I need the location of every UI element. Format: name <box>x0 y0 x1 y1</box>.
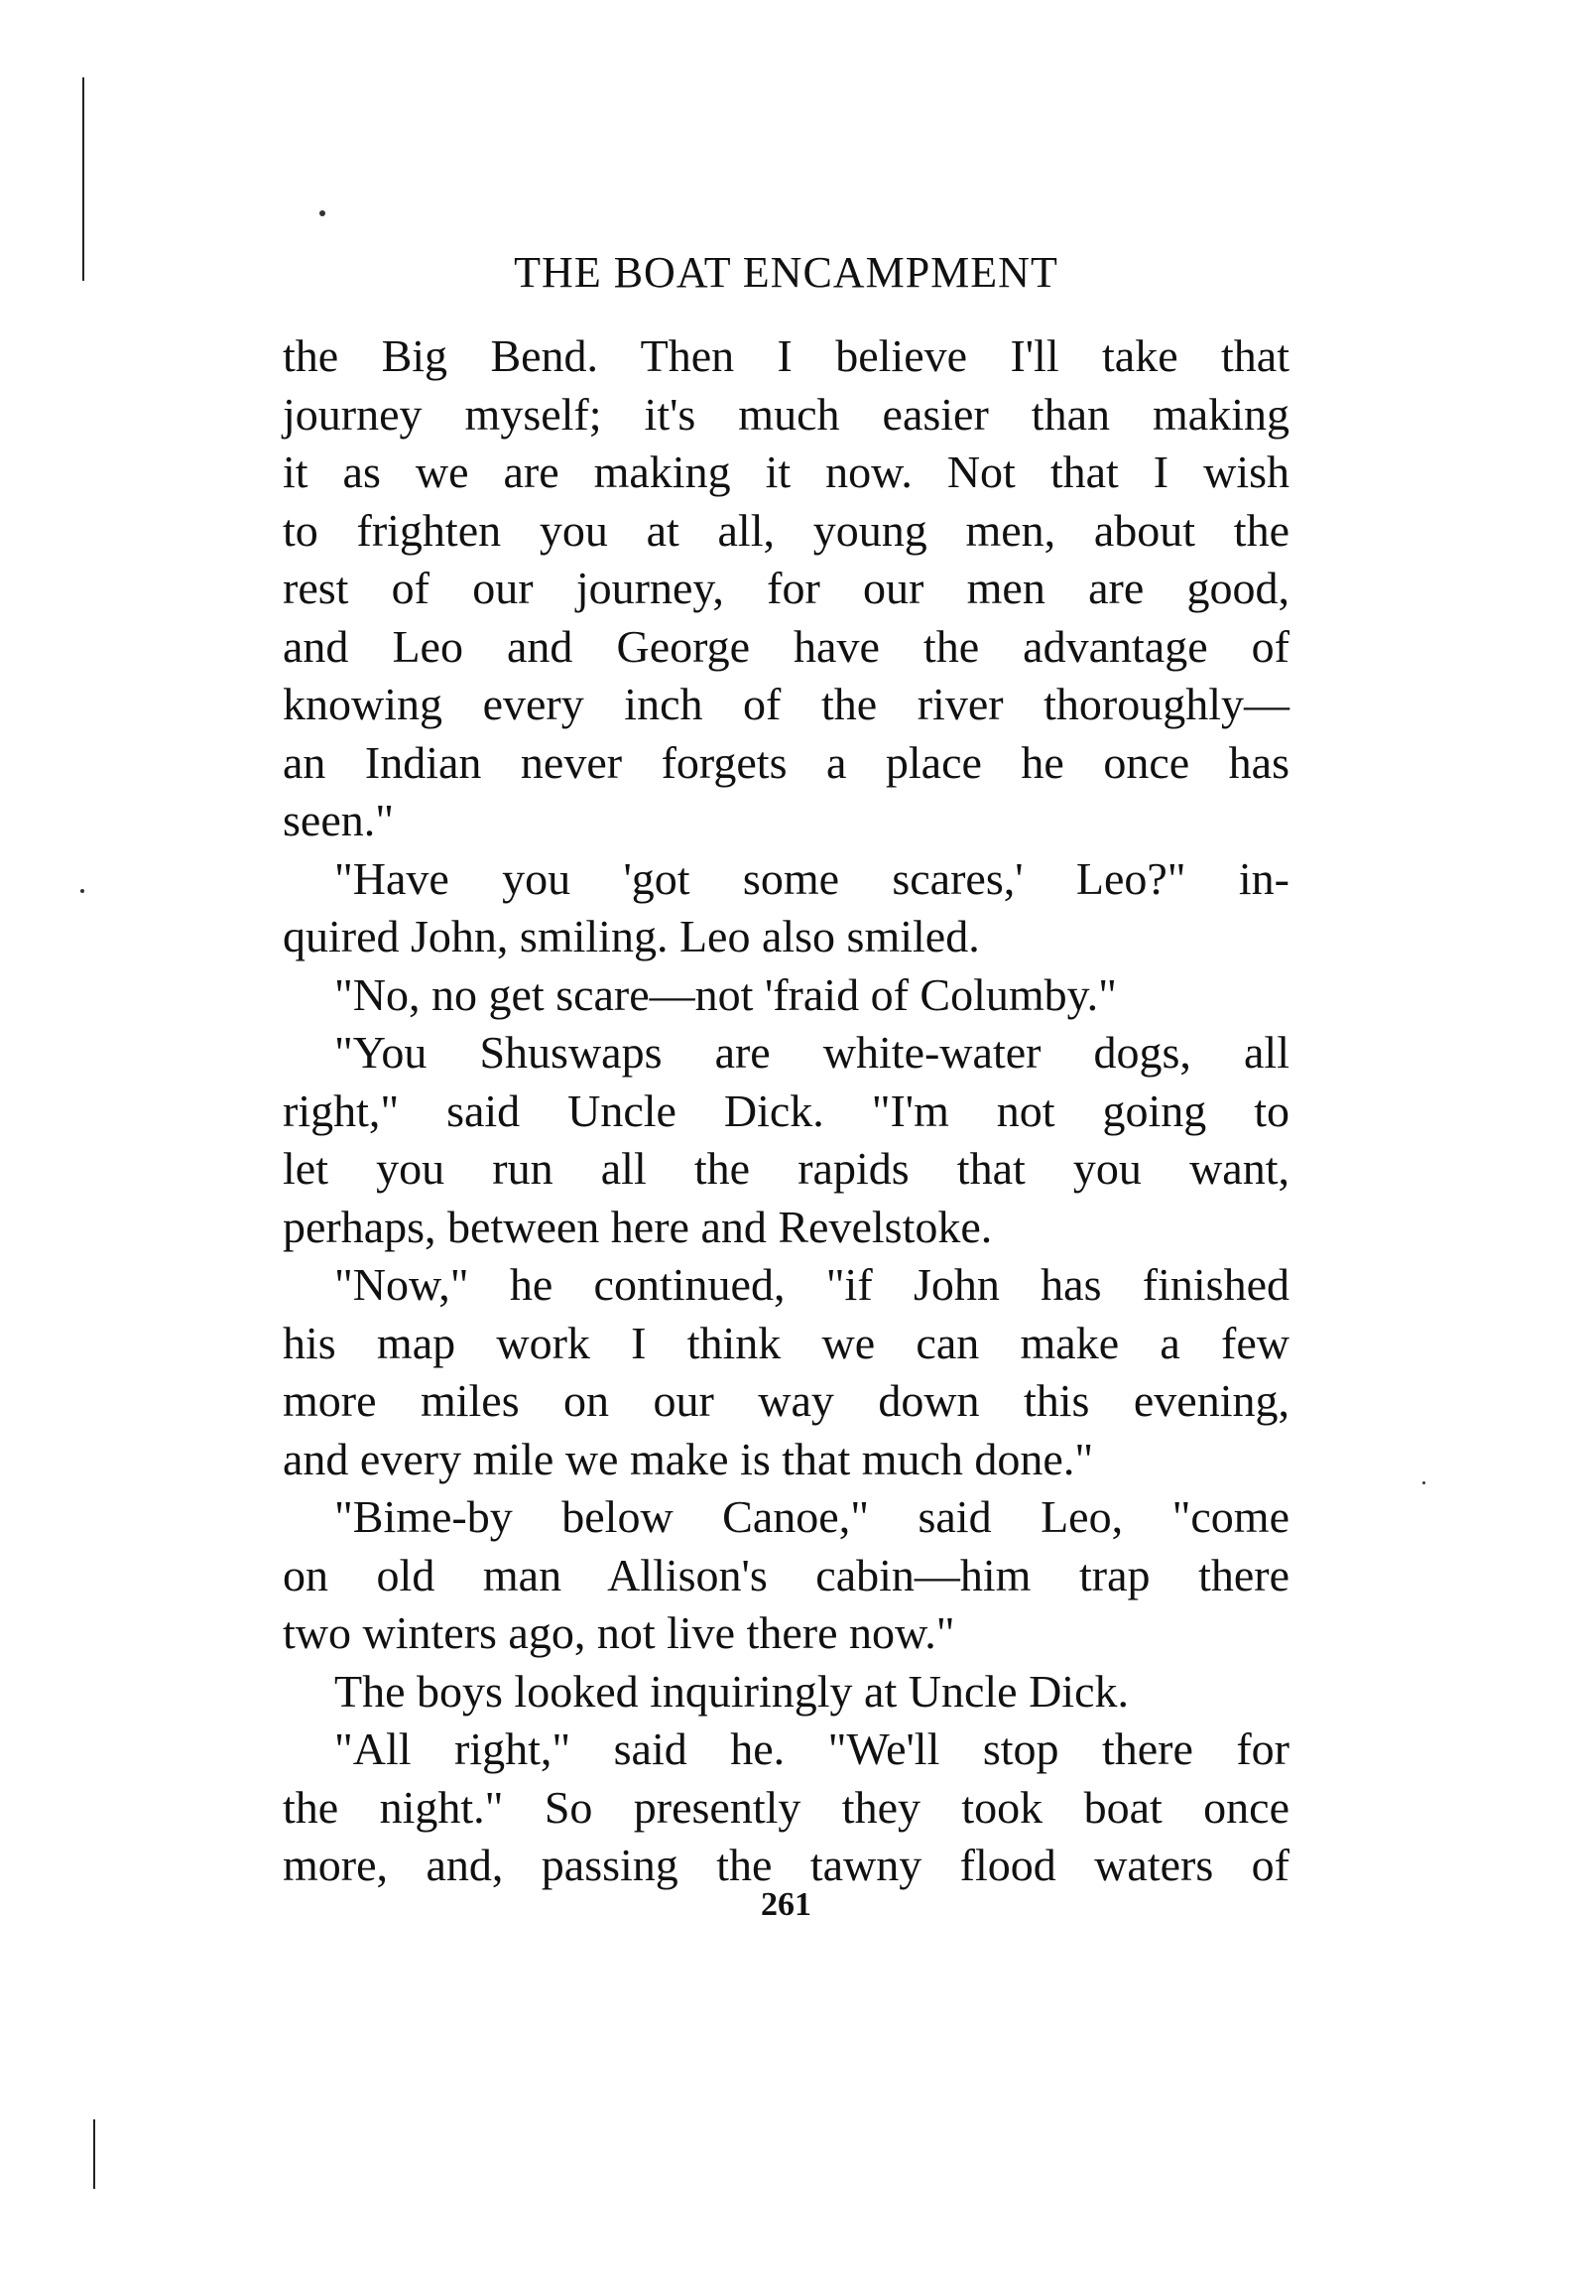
text-line: "All right," said he. "We'll stop there for <box>334 1723 1289 1774</box>
text-line: more miles on our way down this evening, <box>283 1375 1289 1426</box>
scan-edge-mark-bottom <box>93 2119 95 2189</box>
text-line: an Indian never forgets a place he once has <box>283 736 1289 788</box>
text-line: rest of our journey, for our men are good, <box>283 563 1289 613</box>
page-number: 261 <box>761 1886 811 1923</box>
text-line: it as we are making it now. Not that I wish <box>283 446 1289 497</box>
text-line: and Leo and George have the advantage of <box>283 620 1289 672</box>
text-line: the Big Bend. Then I believe I'll take that <box>283 330 1289 381</box>
text-line: quired John, smiling. Leo also smiled. <box>283 911 980 961</box>
text-line: let you run all the rapids that you want, <box>283 1143 1289 1194</box>
running-header: THE BOAT ENCAMPMENT <box>514 248 1058 297</box>
text-line: the night." So presently they took boat once <box>283 1781 1289 1833</box>
text-line: The boys looked inquiringly at Uncle Dick. <box>334 1665 1130 1717</box>
body-text <box>283 327 1289 1895</box>
text-line: more, and, passing the tawny flood waters of <box>283 1840 1289 1890</box>
text-line: right," said Uncle Dick. "I'm not going to <box>283 1084 1289 1136</box>
text-line: perhaps, between here and Revelstoke. <box>283 1201 993 1252</box>
scan-edge-mark-top <box>82 77 84 281</box>
text-line: and every mile we make is that much done." <box>283 1433 1094 1484</box>
scan-speck <box>319 210 325 216</box>
text-line: "Have you 'got some scares,' Leo?" in- <box>334 852 1289 904</box>
text-line: "You Shuswaps are white-water dogs, all <box>334 1027 1289 1078</box>
text-line: "No, no get scare—not 'fraid of Columby." <box>334 968 1117 1020</box>
text-line: "Bime-by below Canoe," said Leo, "come <box>334 1491 1289 1542</box>
scan-speck <box>1422 1481 1425 1484</box>
text-line: his map work I think we can make a few <box>283 1317 1289 1368</box>
text-line: to frighten you at all, young men, about the <box>283 504 1289 556</box>
scan-speck <box>80 889 84 893</box>
text-line: journey myself; it's much easier than making <box>283 388 1289 440</box>
text-line: "Now," he continued, "if John has finished <box>334 1259 1289 1310</box>
text-line: two winters ago, not live there now." <box>283 1607 955 1658</box>
text-line: on old man Allison's cabin—him trap there <box>283 1549 1289 1600</box>
text-line: seen." <box>283 795 395 845</box>
text-line: knowing every inch of the river thoroughly— <box>283 679 1289 729</box>
